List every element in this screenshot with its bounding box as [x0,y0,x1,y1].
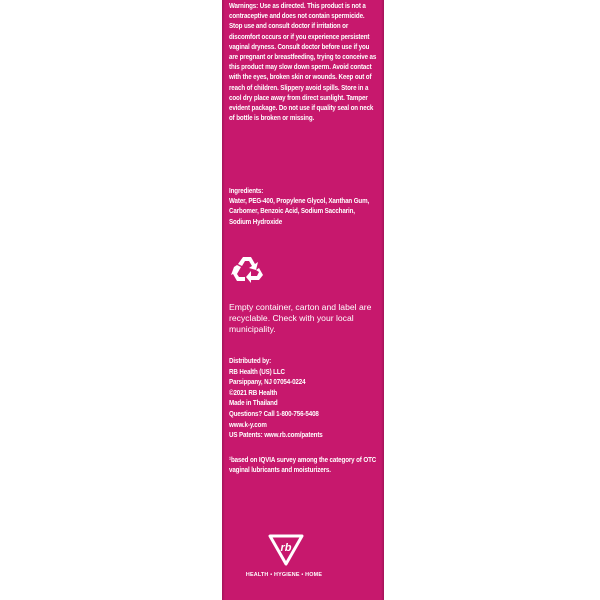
ingredients-section [229,186,378,227]
recycle-text: Empty container, carton and label are recyclable. Check with your local municipality. [229,302,372,335]
distributor-line: Parsippany, NJ 07054-0224 [229,377,306,387]
rb-logo [268,532,304,566]
panel-edge-shadow-right [381,0,384,600]
recycle-icon [230,254,264,284]
panel-edge-shadow-left [222,0,225,600]
distributor-info [229,356,378,441]
distributor-line: ©2021 RB Health [229,387,278,397]
distributor-line: Questions? Call 1-800-756-5408 [229,408,319,418]
distributor-line: RB Health (US) LLC [229,366,285,376]
ingredients-list: Water, PEG-400, Propylene Glycol, Xanthan Gum, Carbomer, Benzoic Acid, Sodium Saccharin, Sodium Hydroxide [229,196,370,226]
distributor-line: Made in Thailand [229,398,278,408]
ingredients-heading: Ingredients: [229,186,264,195]
distributor-line: US Patents: www.rb.com/patents [229,430,323,440]
distributor-line: www.k-y.com [229,419,267,429]
brand-tagline: HEALTH • HYGIENE • HOME [245,572,323,578]
survey-footnote: ¹based on IQVIA survey among the category of OTC vaginal lubricants and moisturizers. [229,455,377,475]
warnings-text: Warnings: Use as directed. This product is not a contraceptive and does not contain spermicide. Stop use and consult doctor if irritation or discomfort occurs or if you experience persistent vaginal dryness. Consult doctor before use if you are pregnant or breastfeeding, trying to conceive as this product may slow down sperm. Avoid contact with the eyes, broken skin or wounds. Keep out of reach of children. Slippery avoid spills. Store in a cool dry place away from direct sunlight. Tamper evident package. Do not use if quality seal on neck of bottle is broken or missing. [229,1,377,123]
distributor-line: Distributed by: [229,356,272,365]
svg-text:rb: rb [280,542,292,554]
product-label-panel [222,0,384,600]
